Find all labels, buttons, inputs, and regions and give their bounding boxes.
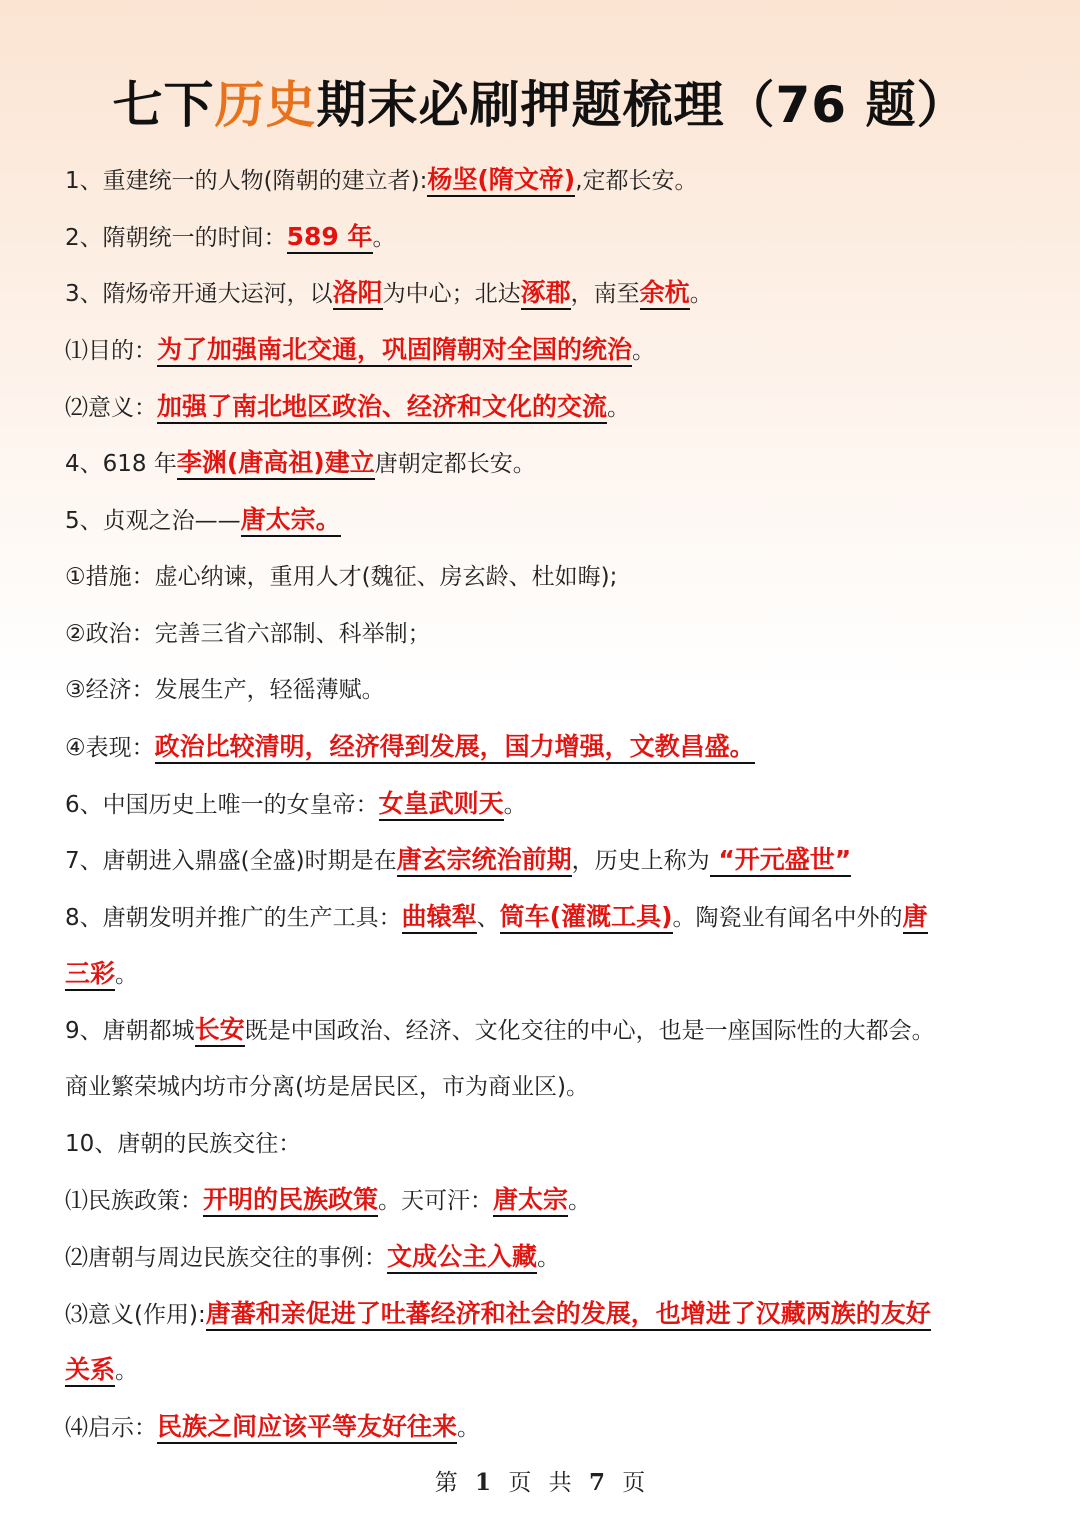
key-answer: 民族之间应该平等友好往来 — [157, 1412, 457, 1444]
plain-text: 唐朝定都长安。 — [374, 451, 536, 478]
key-answer: 开明的民族政策 — [203, 1185, 378, 1217]
plain-text: ⑶意义(作用): — [65, 1301, 206, 1328]
key-answer: 涿郡 — [521, 278, 571, 310]
text-line-18 — [65, 1116, 1025, 1173]
key-answer: 唐 — [903, 902, 928, 934]
plain-text: 。 — [632, 338, 656, 365]
key-answer: 筒车(灌溉工具) — [500, 902, 673, 934]
plain-text: 1、重建统一的人物(隋朝的建立者): — [65, 168, 428, 194]
page-number — [0, 1464, 1080, 1497]
text-line-6 — [65, 435, 1025, 492]
plain-text: 。 — [568, 1188, 592, 1215]
key-answer: 李渊(唐高祖)建立 — [177, 448, 375, 480]
plain-text: ④表现： — [65, 734, 155, 761]
footer-text: 页 — [622, 1470, 646, 1496]
key-answer: 589 年 — [287, 222, 373, 254]
text-line-1 — [65, 152, 1025, 209]
key-answer: 为了加强南北交通，巩固隋朝对全国的统治 — [157, 335, 632, 367]
plain-text: 。陶瓷业有闻名中外的 — [672, 904, 903, 931]
plain-text: ③经济：发展生产，轻徭薄赋。 — [65, 677, 385, 704]
title-part-3: 期末必刷押题梳理（76 题） — [316, 76, 968, 134]
plain-text: ，历史上称为 — [571, 848, 710, 875]
plain-text: 。天可汗： — [378, 1188, 494, 1215]
plain-text: ⑷启示： — [65, 1415, 157, 1442]
plain-text: ,定都长安。 — [575, 168, 698, 194]
text-line-21 — [65, 1286, 1025, 1343]
plain-text: 4、618 年 — [65, 451, 177, 478]
text-line-22 — [65, 1342, 1025, 1399]
plain-text: 既是中国政治、经济、文化交往的中心，也是一座国际性的大都会。 — [244, 1018, 935, 1045]
plain-text: 9、唐朝都城 — [65, 1018, 195, 1045]
key-answer: 女皇武则天 — [379, 789, 504, 821]
plain-text: ，南至 — [570, 281, 640, 308]
title-accent-history: 历史 — [214, 76, 317, 134]
key-answer: 余杭 — [640, 278, 690, 310]
plain-text: 。 — [115, 961, 139, 988]
key-answer: 唐太宗。 — [241, 505, 341, 537]
text-line-15 — [65, 946, 1025, 1003]
key-answer: 三彩 — [65, 959, 115, 991]
plain-text: 、 — [476, 904, 500, 931]
plain-text: 商业繁荣城内坊市分离(坊是居民区，市为商业区)。 — [65, 1074, 589, 1100]
text-line-17 — [65, 1059, 1025, 1116]
key-answer: 政治比较清明，经济得到发展，国力增强，文教昌盛。 — [155, 732, 755, 764]
key-answer: 唐太宗 — [493, 1185, 568, 1217]
key-answer: 洛阳 — [333, 278, 383, 310]
text-line-2 — [65, 209, 1025, 266]
plain-text: ①措施：虚心纳谏，重用人才(魏征、房玄龄、杜如晦); — [65, 563, 618, 590]
text-line-14 — [65, 889, 1025, 946]
footer-text: 共 — [548, 1470, 572, 1496]
key-answer: 长安 — [195, 1015, 245, 1047]
footer-text: 第 — [434, 1470, 458, 1496]
text-line-23 — [65, 1399, 1025, 1456]
page-title — [0, 70, 1080, 140]
text-line-7 — [65, 492, 1025, 549]
plain-text: 7、唐朝进入鼎盛(全盛)时期是在 — [65, 848, 397, 875]
plain-text: 。 — [115, 1358, 139, 1385]
plain-text: ⑴民族政策： — [65, 1188, 203, 1215]
plain-text: 2、隋朝统一的时间： — [65, 224, 287, 251]
total-pages-number: 7 — [588, 1469, 605, 1496]
text-line-13 — [65, 832, 1025, 889]
plain-text: 。 — [689, 281, 713, 308]
title-part-1: 七下 — [112, 76, 215, 134]
plain-text: ⑵意义： — [65, 394, 157, 421]
text-line-16 — [65, 1002, 1025, 1059]
plain-text: 。 — [537, 1245, 561, 1272]
text-line-3 — [65, 265, 1025, 322]
plain-text: 3、隋炀帝开通大运河，以 — [65, 281, 333, 308]
key-answer: 曲辕犁 — [402, 902, 477, 934]
text-line-19 — [65, 1172, 1025, 1229]
plain-text: ⑴目的： — [65, 338, 157, 365]
key-answer: “开元盛世” — [710, 845, 852, 877]
plain-text: 为中心；北达 — [382, 281, 521, 308]
text-line-12 — [65, 776, 1025, 833]
document-body — [65, 152, 1025, 1456]
plain-text: 。 — [503, 791, 527, 818]
key-answer: 唐蕃和亲促进了吐蕃经济和社会的发展，也增进了汉藏两族的友好 — [206, 1299, 931, 1331]
current-page-number: 1 — [475, 1469, 492, 1496]
plain-text: 。 — [607, 394, 631, 421]
plain-text: 6、中国历史上唯一的女皇帝： — [65, 791, 379, 818]
plain-text: 。 — [372, 224, 396, 251]
text-line-10 — [65, 662, 1025, 719]
key-answer: 杨坚(隋文帝) — [427, 165, 575, 197]
plain-text: ⑵唐朝与周边民族交往的事例： — [65, 1245, 387, 1272]
text-line-4 — [65, 322, 1025, 379]
key-answer: 关系 — [65, 1355, 115, 1387]
plain-text: ②政治：完善三省六部制、科举制； — [65, 620, 431, 647]
plain-text: 。 — [457, 1415, 481, 1442]
text-line-5 — [65, 379, 1025, 436]
text-line-11 — [65, 719, 1025, 776]
plain-text: 10、唐朝的民族交往： — [65, 1130, 302, 1157]
text-line-8 — [65, 549, 1025, 606]
text-line-20 — [65, 1229, 1025, 1286]
key-answer: 唐玄宗统治前期 — [397, 845, 572, 877]
plain-text: 5、贞观之治—— — [65, 508, 241, 535]
footer-text: 页 — [508, 1470, 532, 1496]
key-answer: 加强了南北地区政治、经济和文化的交流 — [157, 392, 607, 424]
plain-text: 8、唐朝发明并推广的生产工具： — [65, 904, 402, 931]
key-answer: 文成公主入藏 — [387, 1242, 537, 1274]
text-line-9 — [65, 606, 1025, 663]
